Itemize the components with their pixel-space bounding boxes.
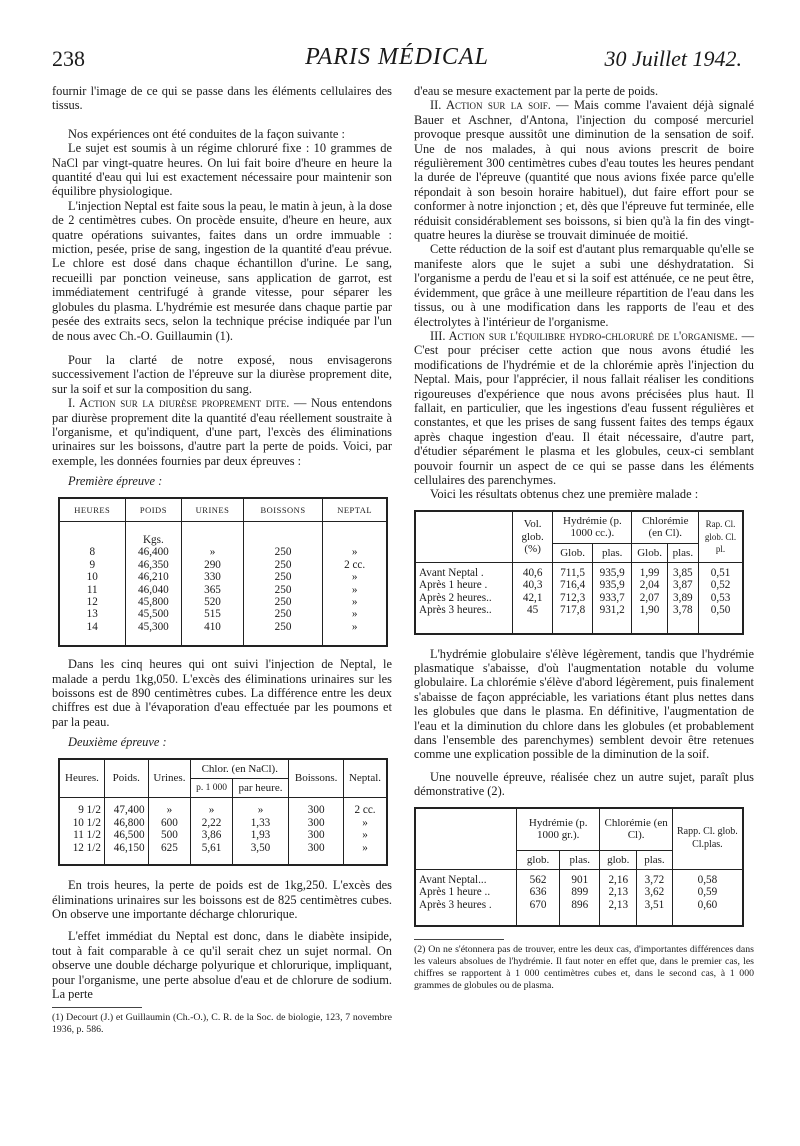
cell: 46,210 (125, 571, 182, 583)
cell: 520 (182, 596, 243, 608)
table-deuxieme-epreuve (58, 758, 388, 866)
column-header: Poids. (104, 759, 148, 798)
paragraph: Voici les résultats obtenus chez une première malade : (430, 487, 699, 502)
cell: » (362, 829, 368, 842)
table-row (415, 579, 743, 591)
cell: » (351, 608, 358, 621)
footnote-rule (52, 1007, 142, 1008)
table-row (59, 596, 387, 608)
paragraph (414, 98, 754, 242)
cell: 250 (243, 608, 323, 620)
cell: 2,04 (632, 579, 667, 591)
cell: 3,51 (637, 899, 673, 926)
cell: 42,1 (513, 592, 553, 604)
sub-header: glob. (600, 850, 637, 869)
cell: » (351, 596, 358, 608)
cell: 3,62 (637, 886, 673, 898)
cell: 45,500 (125, 608, 182, 620)
cell: 1,90 (632, 604, 667, 633)
cell: » (182, 546, 243, 558)
left-column (52, 84, 392, 1036)
cell: 250 (243, 596, 323, 608)
cell: 1,33 (232, 817, 289, 829)
paragraph: Dans les cinq heures qui ont suivi l'injection de Neptal, le malade a perdu 1kg,050. L'excès des éliminations urinaires sur les boissons est de 890 centimètres cubes. La différence entre les deux chiffres est due à l'évaporation d'eau effectuée par les poumons et par la peau. (52, 657, 392, 729)
cell: 0,60 (697, 898, 718, 911)
table-row (59, 842, 387, 865)
cell: 10 1/2 (59, 817, 104, 829)
sub-header: Glob. (632, 543, 667, 562)
cell: 250 (243, 546, 323, 558)
sub-header: plas. (592, 543, 632, 562)
cell: 935,9 (592, 579, 632, 591)
table-premiere-malade (414, 510, 744, 635)
table-row (59, 798, 387, 817)
cell: 717,8 (553, 604, 593, 633)
paragraph (414, 329, 754, 487)
cell: 712,3 (553, 592, 593, 604)
cell: 46,040 (125, 584, 182, 596)
cell: 46,350 (125, 559, 182, 571)
column-header: Heures. (59, 759, 104, 798)
cell: 40,3 (513, 579, 553, 591)
sub-header: plas. (667, 543, 698, 562)
cell: » (351, 546, 358, 559)
section-heading: II. Action sur la soif. — (430, 98, 569, 113)
cell: 0,52 (710, 579, 731, 592)
paragraph: L'effet immédiat du Neptal est donc, dans le diabète insipide, tout à fait comparable à ce qu'il serait chez un sujet normal. On observe une double décharge polyurique et chlorurique, impliquant, pour l'organisme, une perte absolue d'eau et de chlorure de sodium. La perte (52, 929, 392, 1001)
paragraph-text: Mais comme l'avaient déjà signalé Bauer et Aschner, d'Antona, l'injection du composé mercuriel provoque presque aussitôt une diminution de la sensation de soif. Une de nos malades, à qui nous avions prescrit de boire régulièrement 300 centimètres cubes d'eau toutes les heures pendant la durée de l'épreuve (quantité que nous avions fixée parce qu'elle répondait à son besoin horaire habituel), dut faire effort pour se conformer à notre injonction ; et, dès que l'épreuve fut terminée, elle réduisit considérablement ses boissons, si bien qu'à la fin des vingt-quatre heures la diurèse se trouvait diminuée de moitié. (414, 98, 754, 243)
cell: 1,99 (632, 563, 667, 580)
paragraph: Cette réduction de la soif est d'autant plus remarquable qu'elle se manifeste alors que le sujet a subi une déshydratation. Si l'organisme a perdu de l'eau et si la soif est atténuée, ce ne peut être, évidemment, que grâce à une meilleure répartition de l'eau dans les tissus, ou à une modification dans les rapports de l'eau et des électrolytes à l'intérieur de l'organisme. (414, 242, 754, 329)
column-header: Chlor. (en NaCl). (191, 759, 289, 779)
paragraph: L'injection Neptal est faite sous la peau, le matin à jeun, à la dose de 2 centimètres cubes. On procède ensuite, d'heure en heure, aux quatre opérations suivantes, faites dans un ordre immuable : miction, pesée, prise de sang, ingestion de la quantité d'eau prévue. Le chlore est dosé dans chaque échantillon d'urine. Le sang, recueilli par ponction veineuse, sans application de garrot, est immédiatement centrifugé à grande vitesse, pour séparer les globules du plasma. L'hydrémie est mesurée dans chaque partie par pesée des extraits secs, selon la technique précise indiquée par l'un de nous avec Ch.-O. Guillaumin (1). (52, 198, 392, 343)
cell: 901 (560, 869, 600, 886)
cell: 45,300 (125, 621, 182, 646)
paragraph: En trois heures, la perte de poids est de 1kg,250. L'excès des éliminations urinaires sur les boissons est de 825 centimètres cubes. On observe une importante décharge chlorurique. (52, 878, 392, 921)
table-caption: Deuxième épreuve : (68, 735, 167, 750)
right-column (414, 84, 754, 992)
paragraph: Pour la clarté de notre exposé, nous envisagerons successivement l'action de l'épreuve sur la diurèse proprement dite, sur la soif et sur la composition du sang. (52, 352, 392, 396)
row-label: Après 3 heures.. (415, 604, 513, 633)
cell: 46,400 (125, 546, 182, 558)
cell: 12 (59, 596, 125, 608)
cell: 636 (517, 886, 560, 898)
column-header: Chlorémie (en Cl). (632, 511, 699, 543)
column-header: Neptal. (344, 759, 387, 798)
table-row (59, 571, 387, 583)
table-caption: Première épreuve : (68, 474, 163, 489)
cell: 2,07 (632, 592, 667, 604)
table-row (415, 604, 743, 633)
cell: 46,800 (104, 817, 148, 829)
cell: 250 (243, 571, 323, 583)
table-premiere-epreuve (58, 497, 388, 648)
cell: 625 (148, 842, 191, 865)
row-label: Avant Neptal . (415, 563, 513, 580)
cell: » (362, 816, 368, 829)
column-header: POIDS (125, 498, 182, 522)
cell: 670 (517, 899, 560, 926)
row-label: Après 1 heure . (415, 579, 513, 591)
sub-header: par heure. (232, 779, 289, 798)
cell: » (362, 841, 368, 854)
cell: 0,59 (697, 886, 718, 899)
cell: 14 (59, 621, 125, 646)
cell: 0,50 (710, 604, 731, 617)
cell: 300 (289, 842, 344, 865)
paragraph: Nos expériences ont été conduites de la façon suivante : (68, 126, 345, 141)
cell: 300 (289, 817, 344, 829)
column-header: NEPTAL (323, 498, 387, 522)
cell: 2,22 (191, 817, 232, 829)
table-row (59, 608, 387, 620)
cell: » (351, 620, 358, 633)
cell: 600 (148, 817, 191, 829)
cell: 1,93 (232, 829, 289, 841)
sub-header: Glob. (553, 543, 593, 562)
cell: » (351, 583, 358, 596)
table-row (415, 592, 743, 604)
cell: » (148, 798, 191, 817)
unit-label: Kgs. (125, 521, 182, 546)
section-heading: I. Action sur la diurèse proprement dite. — (68, 396, 307, 411)
cell: 935,9 (592, 563, 632, 580)
column-header: Urines. (148, 759, 191, 798)
cell: 2,13 (600, 899, 637, 926)
cell: » (232, 798, 289, 817)
row-label: Après 2 heures.. (415, 592, 513, 604)
cell: 45,800 (125, 596, 182, 608)
cell: 3,78 (667, 604, 698, 633)
cell: 2 cc. (354, 804, 376, 817)
cell: 500 (148, 829, 191, 841)
cell: » (191, 798, 232, 817)
cell: 933,7 (592, 592, 632, 604)
cell: 410 (182, 621, 243, 646)
table-row (59, 584, 387, 596)
column-header: Boissons. (289, 759, 344, 798)
table-row (415, 563, 743, 580)
cell: 45 (513, 604, 553, 633)
cell: 899 (560, 886, 600, 898)
column-header: URINES (182, 498, 243, 522)
cell: 10 (59, 571, 125, 583)
cell: 3,86 (191, 829, 232, 841)
paragraph: fournir l'image de ce qui se passe dans les éléments cellulaires des tissus. (52, 84, 392, 113)
table-autre-sujet (414, 807, 744, 927)
table-row (415, 869, 743, 886)
cell: 46,500 (104, 829, 148, 841)
table-row (415, 886, 743, 898)
section-heading: III. Action sur l'équilibre hydro-chloruré de l'organisme. — (430, 328, 754, 343)
cell: 9 1/2 (59, 798, 104, 817)
row-label: Avant Neptal... (415, 869, 517, 886)
table-row (59, 621, 387, 646)
column-header: Hydrémie (p. 1000 cc.). (553, 511, 632, 543)
footnote: (2) On ne s'étonnera pas de trouver, entre les deux cas, d'importantes différences dans les valeurs absolues de l'hydrémie. Il faut noter en effet que, dans le premier cas, les chiffres se rapportent à 1 000 centimètres cubes et, dans le second cas, à 1 000 grammes de globules ou de plasma. (414, 944, 754, 992)
journal-title: PARIS MÉDICAL (305, 44, 489, 70)
cell: 250 (243, 621, 323, 646)
cell: 716,4 (553, 579, 593, 591)
column-header: Rap. Cl. glob. Cl. pl. (699, 511, 743, 563)
cell: 12 1/2 (59, 842, 104, 865)
cell: 290 (182, 559, 243, 571)
cell: 47,400 (104, 798, 148, 817)
cell: 8 (59, 546, 125, 558)
paragraph: Le sujet est soumis à un régime chloruré fixe : 10 grammes de NaCl par vingt-quatre heures. On lui fait boire d'heure en heure la quantité d'eau qui lui est exactement nécessaire pour maintenir son équilibre physiologique. (52, 141, 392, 199)
cell: 300 (289, 829, 344, 841)
table-row (59, 559, 387, 571)
cell: 931,2 (592, 604, 632, 633)
table-row (59, 817, 387, 829)
cell: 46,150 (104, 842, 148, 865)
row-label: Après 3 heures . (415, 899, 517, 926)
paragraph: d'eau se mesure exactement par la perte de poids. (414, 84, 659, 98)
paragraph (52, 396, 392, 468)
cell: 40,6 (513, 563, 553, 580)
cell: 3,89 (667, 592, 698, 604)
footnote: (1) Decourt (J.) et Guillaumin (Ch.-O.), C. R. de la Soc. de biologie, 123, 7 novembre 1936, p. 586. (52, 1012, 392, 1036)
cell: 3,87 (667, 579, 698, 591)
footnote-rule (414, 939, 504, 940)
table-row (59, 829, 387, 841)
cell: 515 (182, 608, 243, 620)
cell: 0,58 (697, 873, 718, 886)
sub-header: p. 1 000 (191, 779, 232, 798)
page-number: 238 (52, 46, 85, 71)
column-header: Chlorémie (en Cl). (600, 808, 672, 850)
issue-date: 30 Juillet 1942. (604, 46, 742, 71)
cell: 13 (59, 608, 125, 620)
cell: 11 (59, 584, 125, 596)
column-header: Vol. glob. (%) (513, 511, 553, 563)
cell: 2,16 (600, 869, 637, 886)
cell: 9 (59, 559, 125, 571)
sub-header: plas. (637, 850, 673, 869)
cell: 3,85 (667, 563, 698, 580)
cell: 562 (517, 869, 560, 886)
table-row (415, 899, 743, 926)
column-header: Rapp. Cl. glob. Cl.plas. (672, 808, 743, 870)
sub-header: glob. (517, 850, 560, 869)
row-label: Après 1 heure .. (415, 886, 517, 898)
sub-header: plas. (560, 850, 600, 869)
cell: 2,13 (600, 886, 637, 898)
running-header (52, 44, 742, 78)
cell: » (351, 571, 358, 584)
cell: 300 (289, 798, 344, 817)
column-header: BOISSONS (243, 498, 323, 522)
cell: 11 1/2 (59, 829, 104, 841)
cell: 5,61 (191, 842, 232, 865)
cell: 3,72 (637, 869, 673, 886)
column-header: Hydrémie (p. 1000 gr.). (517, 808, 600, 850)
cell: 330 (182, 571, 243, 583)
cell: 250 (243, 559, 323, 571)
cell: 711,5 (553, 563, 593, 580)
paragraph-text: C'est pour préciser cette action que nous avons étudié les modifications de l'hydrémie et de la chlorémie après l'injection du Neptal. Mais, pour l'apprécier, il nous fallait réaliser les conditions rigoureuses d'expérience que nous avons précisées plus haut. Il fallait, en particulier, que les ingestions d'eau fussent régulières et constantes, et que les prises de sang fussent faites des temps égaux après chaque ingestion d'eau. Il était nécessaire, d'autre part, d'étudier séparément le plasma et les globules, ceux-ci semblant pouvoir fournir un aspect de ce qui se passe dans les éléments cellulaires des parenchymes. (414, 343, 754, 487)
cell: 0,53 (710, 591, 731, 604)
cell: 365 (182, 584, 243, 596)
paragraph: L'hydrémie globulaire s'élève légèrement, tandis que l'hydrémie plasmatique s'abaisse, d'où l'augmentation notable du volume globulaire. La chlorémie s'élève d'abord légèrement, puis finalement s'abaisse de façon appréciable, les variations étant plus nettes dans les globules que dans le plasma. En définitive, l'augmentation de l'eau et la diminution du chlore dans les globules (et probablement dans l'ensemble des parenchymes) semblent devoir être retenues comme une explication possible de la diminution de la soif. (414, 646, 754, 762)
paragraph-text: Nous entendons par diurèse proprement dite la quantité d'eau réellement soustraite à l'organisme, et qu'indiquent, d'une part, l'excès des éliminations urinaires sur les boissons, d'autre part la perte de poids. Voici, par exemple, les données fournies par deux épreuves : (52, 396, 392, 468)
paragraph: Une nouvelle épreuve, réalisée chez un autre sujet, paraît plus démonstrative (2). (414, 769, 754, 799)
cell: 250 (243, 584, 323, 596)
cell: 0,51 (710, 567, 731, 579)
table-row (59, 546, 387, 558)
cell: 2 cc. (344, 558, 366, 571)
column-header: HEURES (59, 498, 125, 522)
cell: 3,50 (232, 842, 289, 865)
cell: 896 (560, 899, 600, 926)
